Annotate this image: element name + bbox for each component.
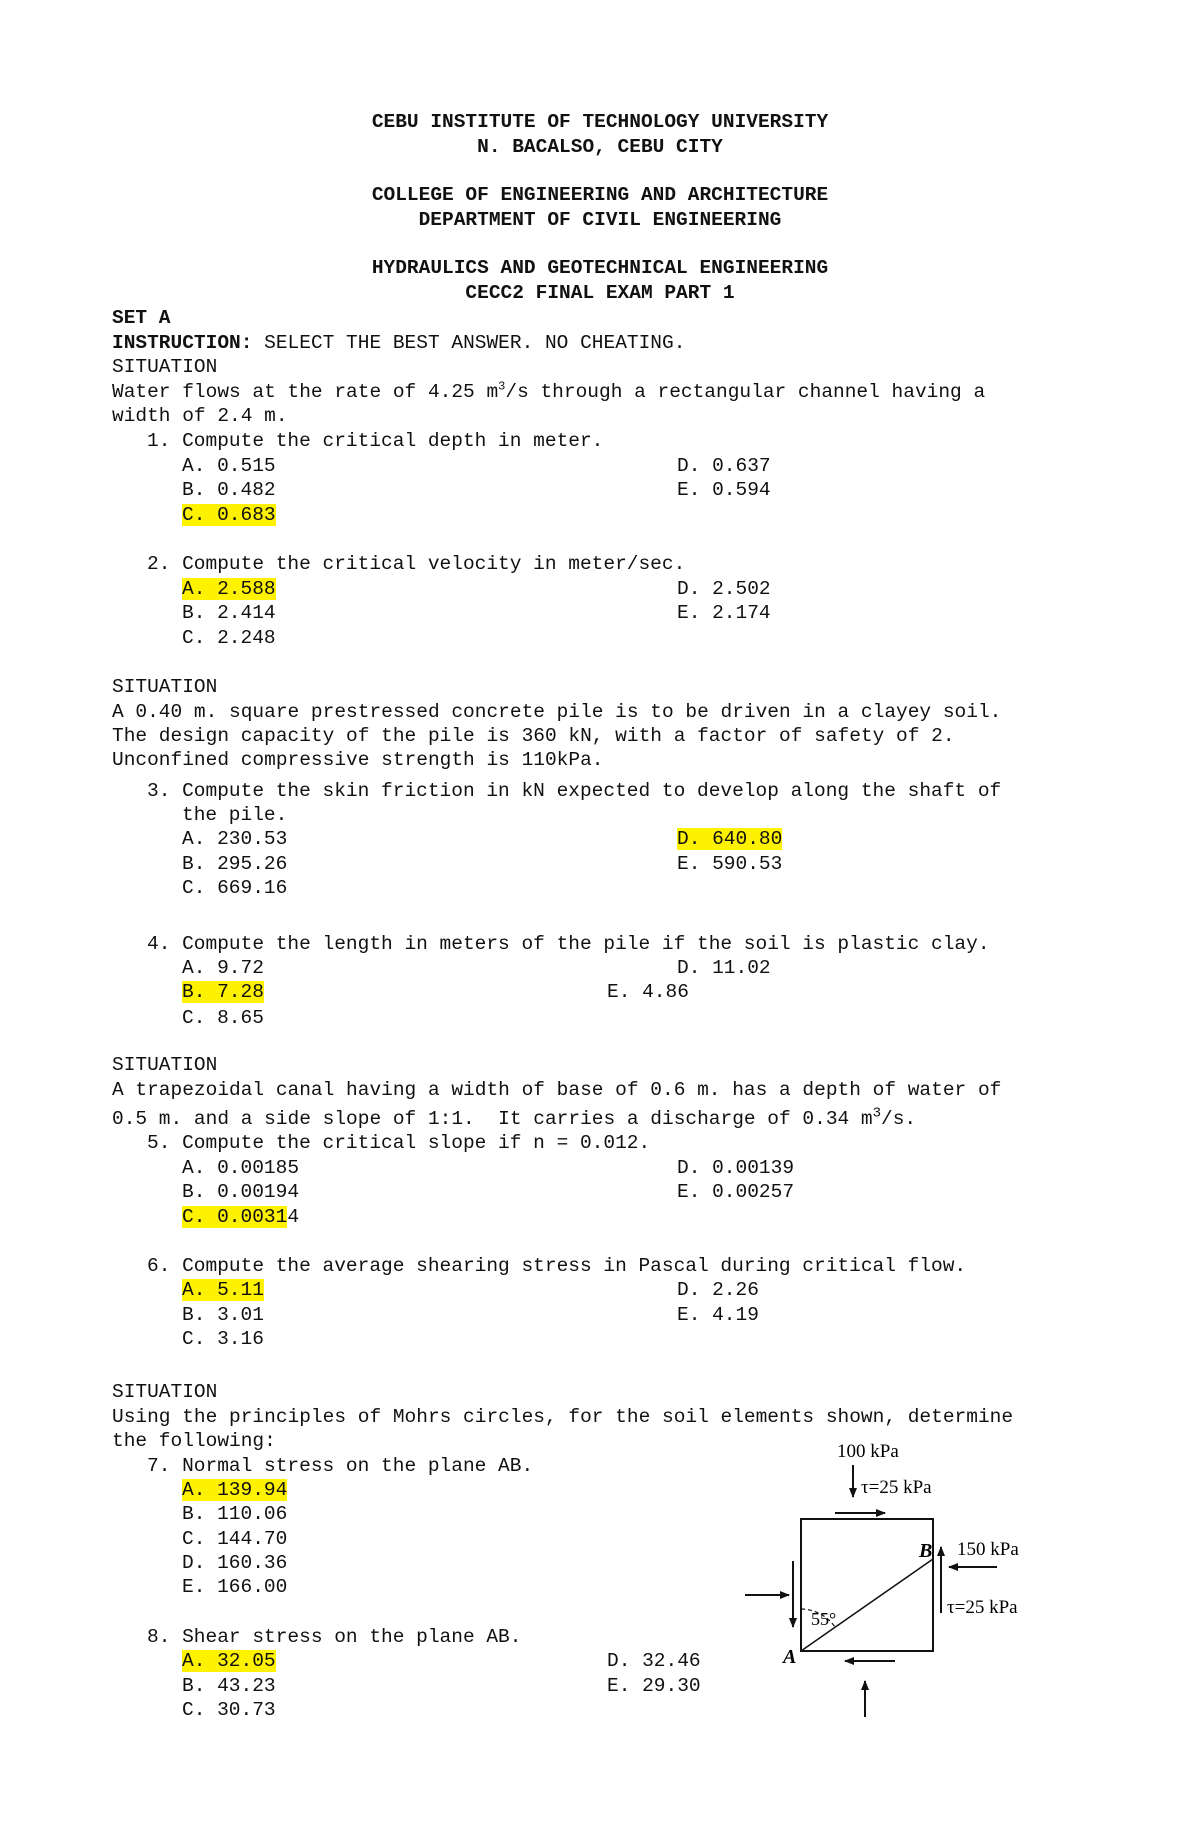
q3-choice-c[interactable]: C. 669.16	[182, 877, 288, 899]
q1-choice-d[interactable]: D. 0.637	[677, 455, 771, 477]
question-3-cont: the pile.	[182, 804, 288, 826]
answer-highlight: D. 640.80	[677, 828, 783, 850]
answer-highlight: C. 0.683	[182, 504, 276, 526]
top-shear-label: τ=25 kPa	[861, 1477, 932, 1498]
q7-choice-e[interactable]: E. 166.00	[182, 1576, 288, 1598]
college-name: COLLEGE OF ENGINEERING AND ARCHITECTURE	[371, 184, 829, 206]
point-a-label: A	[783, 1646, 797, 1668]
q6-choice-b[interactable]: B. 3.01	[182, 1304, 264, 1326]
q2-choice-a[interactable]	[182, 577, 276, 601]
q5-choice-a[interactable]: A. 0.00185	[182, 1157, 300, 1179]
q8-choice-e[interactable]: E. 29.30	[607, 1675, 701, 1697]
q7-choice-b[interactable]: B. 110.06	[182, 1503, 288, 1525]
q6-choice-d[interactable]: D. 2.26	[677, 1279, 759, 1301]
point-b-label: B	[919, 1540, 933, 1562]
situation-label: SITUATION	[112, 1381, 218, 1403]
answer-highlight: A. 5.11	[182, 1279, 264, 1301]
situation-label: SITUATION	[112, 356, 218, 378]
q2-choice-c[interactable]: C. 2.248	[182, 627, 276, 649]
plane-ab-line	[801, 1559, 933, 1651]
q7-choice-c[interactable]: C. 144.70	[182, 1528, 288, 1550]
university-address: N. BACALSO, CEBU CITY	[477, 136, 723, 158]
q4-choice-d[interactable]: D. 11.02	[677, 957, 771, 979]
soil-element-square	[801, 1519, 933, 1651]
question-3: 3. Compute the skin friction in kN expected to develop along the shaft of	[147, 780, 1002, 802]
university-name: CEBU INSTITUTE OF TECHNOLOGY UNIVERSITY	[371, 111, 829, 133]
q4-choice-c[interactable]: C. 8.65	[182, 1007, 264, 1029]
q5-choice-e[interactable]: E. 0.00257	[677, 1181, 795, 1203]
angle-label: 55°	[811, 1609, 837, 1629]
q2-choice-d[interactable]: D. 2.502	[677, 578, 771, 600]
answer-highlight: A. 139.94	[182, 1479, 288, 1501]
q7-choice-d[interactable]: D. 160.36	[182, 1552, 288, 1574]
situation-text: A 0.40 m. square prestressed concrete pile is to be driven in a clayey soil.	[112, 701, 1002, 723]
course-title: HYDRAULICS AND GEOTECHNICAL ENGINEERING	[371, 257, 829, 279]
situation-text: 0.5 m. and a side slope of 1:1. It carries a discharge of 0.34 $m^3/s$.	[112, 1105, 917, 1130]
q3-choice-e[interactable]: E. 590.53	[677, 853, 783, 875]
answer-highlight: C. 0.0031	[182, 1206, 288, 1228]
situation-text: the following:	[112, 1430, 276, 1452]
q8-choice-d[interactable]: D. 32.46	[607, 1650, 701, 1672]
q8-choice-c[interactable]: C. 30.73	[182, 1699, 276, 1721]
q3-choice-d[interactable]	[677, 827, 782, 851]
q5-choice-b[interactable]: B. 0.00194	[182, 1181, 300, 1203]
answer-highlight: B. 7.28	[182, 981, 264, 1003]
soil-element-diagram	[735, 1435, 1055, 1725]
instruction-text: SELECT THE BEST ANSWER. NO CHEATING.	[252, 332, 686, 354]
q4-choice-e[interactable]: E. 4.86	[607, 981, 689, 1003]
exam-title: CECC2 FINAL EXAM PART 1	[465, 282, 735, 304]
set-label: SET A	[112, 307, 171, 329]
q7-choice-a[interactable]	[182, 1478, 287, 1502]
q5-choice-c[interactable]: C. 0.00314	[182, 1206, 300, 1228]
department-name: DEPARTMENT OF CIVIL ENGINEERING	[418, 209, 782, 231]
right-shear-label: τ=25 kPa	[947, 1597, 1018, 1618]
q8-choice-a[interactable]	[182, 1649, 276, 1673]
situation-text: Unconfined compressive strength is 110kPa.	[112, 749, 604, 771]
question-4: 4. Compute the length in meters of the pile if the soil is plastic clay.	[147, 933, 990, 955]
top-load-label: 100 kPa	[837, 1441, 899, 1462]
right-load-label: 150 kPa	[957, 1539, 1019, 1560]
q6-choice-c[interactable]: C. 3.16	[182, 1328, 264, 1350]
instruction	[112, 331, 685, 355]
q6-choice-e[interactable]: E. 4.19	[677, 1304, 759, 1326]
q2-choice-e[interactable]: E. 2.174	[677, 602, 771, 624]
q3-choice-a[interactable]: A. 230.53	[182, 828, 288, 850]
answer-highlight: A. 32.05	[182, 1650, 276, 1672]
question-8: 8. Shear stress on the plane AB.	[147, 1626, 522, 1648]
question-2: 2. Compute the critical velocity in meter/sec.	[147, 553, 686, 575]
situation-label: SITUATION	[112, 1054, 218, 1076]
situation-text: Water flows at the rate of 4.25 $m^3/s$ through a rectangular channel having a	[112, 379, 986, 403]
question-1: 1. Compute the critical depth in meter.	[147, 430, 604, 452]
question-5: 5. Compute the critical slope if n = 0.012.	[147, 1132, 651, 1154]
situation-text: width of 2.4 m.	[112, 405, 288, 427]
question-7: 7. Normal stress on the plane AB.	[147, 1455, 534, 1477]
q8-choice-b[interactable]: B. 43.23	[182, 1675, 276, 1697]
q3-choice-b[interactable]: B. 295.26	[182, 853, 288, 875]
q2-choice-b[interactable]: B. 2.414	[182, 602, 276, 624]
q4-choice-a[interactable]: A. 9.72	[182, 957, 264, 979]
situation-text: A trapezoidal canal having a width of base of 0.6 m. has a depth of water of	[112, 1079, 1002, 1101]
instruction-label: INSTRUCTION:	[112, 332, 253, 354]
q6-choice-a[interactable]	[182, 1278, 264, 1302]
situation-label: SITUATION	[112, 676, 218, 698]
q5-choice-d[interactable]: D. 0.00139	[677, 1157, 795, 1179]
question-6: 6. Compute the average shearing stress in Pascal during critical flow.	[147, 1255, 967, 1277]
q1-choice-b[interactable]: B. 0.482	[182, 479, 276, 501]
q4-choice-b[interactable]	[182, 980, 264, 1004]
situation-text: Using the principles of Mohrs circles, for the soil elements shown, determine	[112, 1406, 1014, 1428]
situation-text: The design capacity of the pile is 360 kN, with a factor of safety of 2.	[112, 725, 955, 747]
q1-choice-e[interactable]: E. 0.594	[677, 479, 771, 501]
answer-highlight: A. 2.588	[182, 578, 276, 600]
q1-choice-a[interactable]: A. 0.515	[182, 455, 276, 477]
q1-choice-c[interactable]	[182, 503, 276, 527]
